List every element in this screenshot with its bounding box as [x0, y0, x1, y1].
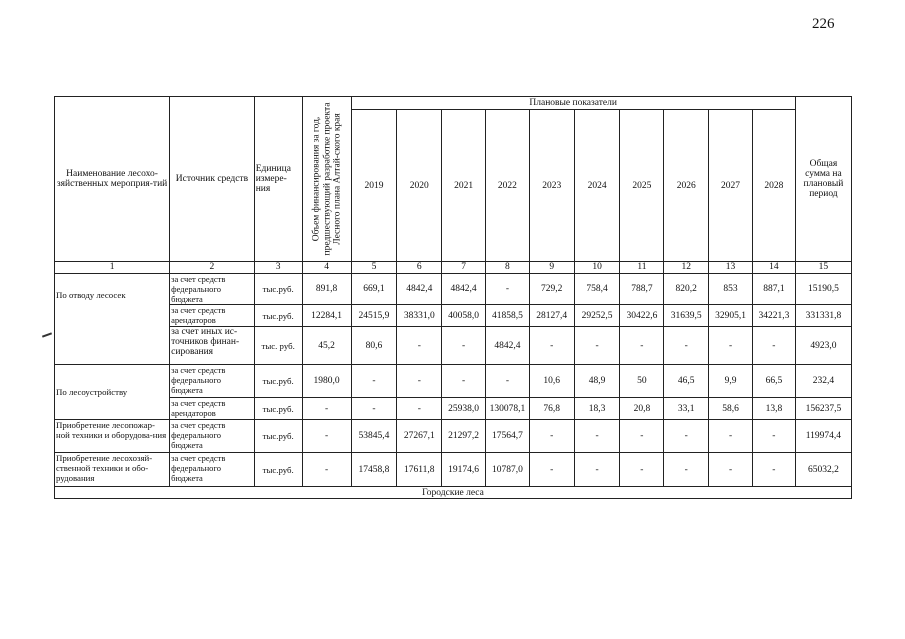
value-cell: 891,8 [302, 274, 351, 305]
value-cell: 30422,6 [620, 305, 664, 327]
header-source: Источник средств [170, 97, 255, 262]
value-cell: - [620, 420, 664, 453]
activity-cell: По лесоустройству [55, 365, 170, 420]
value-cell: 48,9 [574, 365, 620, 398]
column-number: 8 [486, 262, 530, 274]
financing-table [54, 96, 852, 499]
value-cell: - [351, 365, 397, 398]
value-cell: 331331,8 [795, 305, 851, 327]
column-number: 6 [397, 262, 442, 274]
column-number: 9 [529, 262, 574, 274]
table-row [55, 305, 852, 327]
value-cell: 232,4 [795, 365, 851, 398]
value-cell: 10787,0 [486, 453, 530, 487]
unit-cell: тыс.руб. [254, 365, 302, 398]
value-cell: 27267,1 [397, 420, 442, 453]
value-cell: 31639,5 [664, 305, 709, 327]
value-cell: 65032,2 [795, 453, 851, 487]
value-cell: 15190,5 [795, 274, 851, 305]
source-cell: за счет средств федерального бюджета [170, 453, 255, 487]
unit-cell: тыс. руб. [254, 327, 302, 365]
column-number: 5 [351, 262, 397, 274]
value-cell: - [397, 327, 442, 365]
source-cell: за счет средств федерального бюджета [170, 420, 255, 453]
header-unit: Единица измере-ния [254, 97, 302, 262]
value-cell: - [351, 398, 397, 420]
section-row [55, 487, 852, 499]
value-cell: 50 [620, 365, 664, 398]
value-cell: - [620, 453, 664, 487]
header-year: 2023 [529, 110, 574, 262]
header-year: 2028 [752, 110, 795, 262]
value-cell: 10,6 [529, 365, 574, 398]
value-cell: 21297,2 [442, 420, 486, 453]
value-cell: 33,1 [664, 398, 709, 420]
value-cell: 66,5 [752, 365, 795, 398]
value-cell: 17611,8 [397, 453, 442, 487]
value-cell: 13,8 [752, 398, 795, 420]
value-cell: - [397, 398, 442, 420]
source-cell: за счет средств федерального бюджета [170, 274, 255, 305]
value-cell: 29252,5 [574, 305, 620, 327]
unit-cell: тыс.руб. [254, 398, 302, 420]
value-cell: - [664, 327, 709, 365]
value-cell: - [302, 453, 351, 487]
value-cell: - [709, 327, 753, 365]
value-cell: 4923,0 [795, 327, 851, 365]
value-cell: 130078,1 [486, 398, 530, 420]
source-cell: за счет средств федерального бюджета [170, 365, 255, 398]
table-row [55, 327, 852, 365]
header-year: 2021 [442, 110, 486, 262]
value-cell: 38331,0 [397, 305, 442, 327]
value-cell: - [664, 420, 709, 453]
header-prior-volume [302, 97, 351, 262]
value-cell: 40058,0 [442, 305, 486, 327]
header-activity: Наименование лесохо-зяйственных мероприя-тий [55, 97, 170, 262]
header-year: 2022 [486, 110, 530, 262]
value-cell: - [529, 420, 574, 453]
value-cell: - [574, 420, 620, 453]
value-cell: - [709, 420, 753, 453]
value-cell: 46,5 [664, 365, 709, 398]
header-year: 2027 [709, 110, 753, 262]
value-cell: 25938,0 [442, 398, 486, 420]
unit-cell: тыс.руб. [254, 420, 302, 453]
value-cell: 32905,1 [709, 305, 753, 327]
source-cell: за счет средств арендаторов [170, 305, 255, 327]
value-cell: - [574, 327, 620, 365]
value-cell: 17564,7 [486, 420, 530, 453]
value-cell: 12284,1 [302, 305, 351, 327]
unit-cell: тыс.руб. [254, 274, 302, 305]
value-cell: 18,3 [574, 398, 620, 420]
value-cell: - [620, 327, 664, 365]
value-cell: - [752, 327, 795, 365]
column-number: 4 [302, 262, 351, 274]
value-cell: 41858,5 [486, 305, 530, 327]
value-cell: - [752, 420, 795, 453]
header-year: 2025 [620, 110, 664, 262]
table-row [55, 420, 852, 453]
table-row [55, 398, 852, 420]
value-cell: - [442, 365, 486, 398]
value-cell: - [752, 453, 795, 487]
header-year: 2024 [574, 110, 620, 262]
value-cell: - [529, 327, 574, 365]
value-cell: 4842,4 [486, 327, 530, 365]
value-cell: 24515,9 [351, 305, 397, 327]
column-number: 3 [254, 262, 302, 274]
column-number: 12 [664, 262, 709, 274]
value-cell: 17458,8 [351, 453, 397, 487]
value-cell: 119974,4 [795, 420, 851, 453]
value-cell: - [302, 398, 351, 420]
value-cell: - [302, 420, 351, 453]
value-cell: 788,7 [620, 274, 664, 305]
source-cell: за счет иных ис-точников финан-сирования [170, 327, 255, 365]
value-cell: - [442, 327, 486, 365]
value-cell: 19174,6 [442, 453, 486, 487]
value-cell: 758,4 [574, 274, 620, 305]
value-cell: 669,1 [351, 274, 397, 305]
value-cell: - [486, 274, 530, 305]
value-cell: 80,6 [351, 327, 397, 365]
source-cell: за счет средств арендаторов [170, 398, 255, 420]
margin-mark [42, 332, 52, 337]
page-number: 226 [812, 16, 835, 32]
value-cell: - [574, 453, 620, 487]
value-cell: 1980,0 [302, 365, 351, 398]
value-cell: 76,8 [529, 398, 574, 420]
value-cell: 729,2 [529, 274, 574, 305]
value-cell: 20,8 [620, 398, 664, 420]
value-cell: - [709, 453, 753, 487]
value-cell: 820,2 [664, 274, 709, 305]
activity-cell: Приобретение лесопожар-ной техники и оборудова-ния [55, 420, 170, 453]
value-cell: 4842,4 [442, 274, 486, 305]
column-number: 2 [170, 262, 255, 274]
table-row [55, 365, 852, 398]
section-title: Городские леса [55, 487, 852, 499]
value-cell: 4842,4 [397, 274, 442, 305]
value-cell: 53845,4 [351, 420, 397, 453]
unit-cell: тыс.руб. [254, 305, 302, 327]
value-cell: 156237,5 [795, 398, 851, 420]
column-number: 7 [442, 262, 486, 274]
value-cell: - [529, 453, 574, 487]
value-cell: 887,1 [752, 274, 795, 305]
value-cell: - [664, 453, 709, 487]
column-numbers-row [55, 262, 852, 274]
unit-cell: тыс.руб. [254, 453, 302, 487]
value-cell: 853 [709, 274, 753, 305]
value-cell: 45,2 [302, 327, 351, 365]
column-number: 11 [620, 262, 664, 274]
header-year: 2026 [664, 110, 709, 262]
column-number: 15 [795, 262, 851, 274]
header-year: 2019 [351, 110, 397, 262]
value-cell: 58,6 [709, 398, 753, 420]
activity-cell: По отводу лесосек [55, 274, 170, 365]
value-cell: 28127,4 [529, 305, 574, 327]
table-row [55, 274, 852, 305]
value-cell: 9,9 [709, 365, 753, 398]
header-total: Общая сумма на плановый период [795, 97, 851, 262]
header-prior-volume-text: Объем финансирования за год, предшествующий разработке проекта Лесного плана Алтай-ского края [310, 102, 342, 256]
column-number: 14 [752, 262, 795, 274]
header-planned: Плановые показатели [351, 97, 795, 110]
activity-cell: Приобретение лесохозяй-ственной техники и обо-рудования [55, 453, 170, 487]
column-number: 1 [55, 262, 170, 274]
value-cell: 34221,3 [752, 305, 795, 327]
value-cell: - [397, 365, 442, 398]
header-year: 2020 [397, 110, 442, 262]
column-number: 13 [709, 262, 753, 274]
table-row [55, 453, 852, 487]
column-number: 10 [574, 262, 620, 274]
value-cell: - [486, 365, 530, 398]
